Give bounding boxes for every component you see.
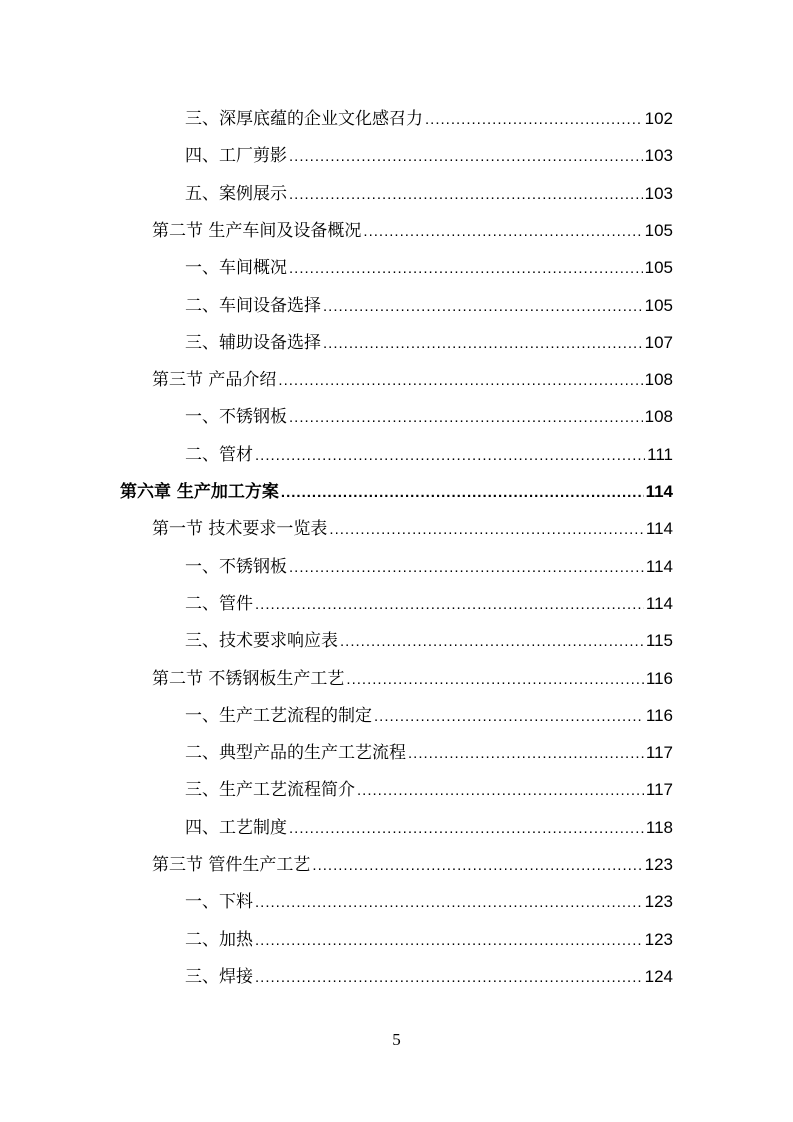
toc-leader-dots: [340, 623, 644, 660]
toc-entry-page: 105: [644, 258, 673, 278]
toc-entry-label: 四、工厂剪影: [185, 146, 287, 167]
toc-subsection-entry[interactable]: [185, 100, 673, 137]
toc-subsection-entry[interactable]: [185, 809, 673, 846]
toc-leader-dots: [278, 362, 642, 399]
toc-subsection-entry[interactable]: [185, 137, 673, 174]
toc-section-entry[interactable]: [152, 846, 673, 883]
toc-entry-page: 114: [645, 482, 673, 501]
toc-section-entry[interactable]: [152, 361, 673, 398]
toc-entry-page: 114: [645, 519, 673, 539]
toc-subsection-entry[interactable]: [185, 249, 673, 286]
toc-leader-dots: [289, 399, 643, 436]
toc-entry-page: 102: [644, 109, 673, 128]
toc-entry-label: 一、下料: [185, 892, 253, 913]
toc-entry-page: 107: [644, 332, 673, 352]
toc-leader-dots: [255, 586, 644, 623]
toc-entry-label: 三、焊接: [185, 966, 253, 987]
toc-leader-dots: [346, 661, 643, 698]
toc-leader-dots: [255, 437, 645, 474]
toc-leader-dots: [323, 325, 643, 362]
toc-entry-label: 第一节 技术要求一览表: [152, 519, 328, 540]
toc-subsection-entry[interactable]: [185, 175, 673, 212]
toc-subsection-entry[interactable]: [185, 734, 673, 771]
toc-entry-label: 二、管材: [185, 444, 253, 465]
toc-entry-label: 一、车间概况: [185, 258, 287, 279]
toc-entry-label: 三、技术要求响应表: [185, 631, 338, 652]
toc-entry-page: 116: [645, 705, 673, 725]
toc-section-entry[interactable]: [152, 660, 673, 697]
toc-entry-label: 二、典型产品的生产工艺流程: [185, 743, 406, 764]
toc-subsection-entry[interactable]: [185, 921, 673, 958]
toc-leader-dots: [408, 735, 644, 772]
page-number: 5: [392, 1030, 401, 1049]
toc-entry-page: 123: [644, 855, 673, 874]
toc-leader-dots: [425, 101, 643, 138]
toc-leader-dots: [323, 288, 643, 325]
toc-leader-dots: [374, 698, 644, 735]
toc-entry-page: 123: [644, 929, 673, 949]
toc-subsection-entry[interactable]: [185, 697, 673, 734]
toc-subsection-entry[interactable]: [185, 548, 673, 585]
toc-entry-page: 123: [644, 892, 673, 912]
toc-leader-dots: [289, 138, 643, 175]
toc-entry-label: 三、深厚底蕴的企业文化感召力: [185, 109, 423, 129]
toc-entry-page: 117: [645, 780, 673, 800]
toc-entry-page: 117: [645, 743, 673, 763]
toc-subsection-entry[interactable]: [185, 771, 673, 808]
toc-section-entry[interactable]: [152, 212, 673, 249]
toc-entry-label: 三、辅助设备选择: [185, 332, 321, 353]
toc-entry-label: 一、生产工艺流程的制定: [185, 705, 372, 726]
toc-section-entry[interactable]: [152, 510, 673, 547]
toc-entry-label: 一、不锈钢板: [185, 407, 287, 428]
toc-subsection-entry[interactable]: [185, 287, 673, 324]
toc-entry-label: 第二节 生产车间及设备概况: [152, 220, 362, 241]
toc-subsection-entry[interactable]: [185, 324, 673, 361]
toc-entry-page: 114: [645, 556, 673, 576]
toc-subsection-entry[interactable]: [185, 883, 673, 920]
toc-entry-label: 一、不锈钢板: [185, 556, 287, 577]
toc-entry-label: 第六章 生产加工方案: [120, 482, 279, 502]
toc-subsection-entry[interactable]: [185, 585, 673, 622]
toc-leader-dots: [363, 213, 642, 250]
toc-entry-page: 103: [644, 183, 673, 203]
toc-leader-dots: [281, 474, 644, 511]
toc-entry-page: 118: [645, 817, 673, 837]
toc-entry-page: 105: [644, 295, 673, 315]
toc-leader-dots: [329, 511, 643, 548]
toc-leader-dots: [289, 549, 644, 586]
toc-entry-page: 124: [644, 966, 673, 986]
toc-leader-dots: [312, 847, 642, 884]
toc-leader-dots: [289, 250, 643, 287]
toc-entry-page: 114: [645, 593, 673, 613]
toc-subsection-entry[interactable]: [185, 622, 673, 659]
toc-leader-dots: [255, 884, 643, 921]
toc-entry-page: 115: [645, 631, 673, 651]
toc-entry-page: 108: [644, 370, 673, 390]
toc-leader-dots: [255, 959, 643, 996]
toc-entry-page: 108: [644, 407, 673, 427]
toc-entry-label: 第三节 产品介绍: [152, 370, 277, 391]
toc-entry-label: 三、生产工艺流程简介: [185, 780, 355, 801]
toc-entry-label: 第三节 管件生产工艺: [152, 855, 311, 875]
toc-entry-page: 111: [647, 444, 673, 464]
toc-subsection-entry[interactable]: [185, 436, 673, 473]
toc-leader-dots: [289, 176, 643, 213]
toc-entry-page: 103: [644, 146, 673, 166]
toc-entry-page: 116: [645, 668, 673, 688]
toc-entry-page: 105: [644, 220, 673, 240]
toc-subsection-entry[interactable]: [185, 958, 673, 995]
toc-entry-label: 二、管件: [185, 593, 253, 614]
toc-chapter-entry[interactable]: [120, 473, 673, 510]
toc-leader-dots: [357, 772, 644, 809]
toc-leader-dots: [289, 810, 644, 847]
toc-entry-label: 五、案例展示: [185, 183, 287, 204]
toc-subsection-entry[interactable]: [185, 398, 673, 435]
toc-entry-label: 二、加热: [185, 929, 253, 950]
toc-entry-label: 四、工艺制度: [185, 817, 287, 838]
toc-entry-label: 二、车间设备选择: [185, 295, 321, 316]
toc-leader-dots: [255, 922, 643, 959]
toc-entry-label: 第二节 不锈钢板生产工艺: [152, 668, 345, 689]
